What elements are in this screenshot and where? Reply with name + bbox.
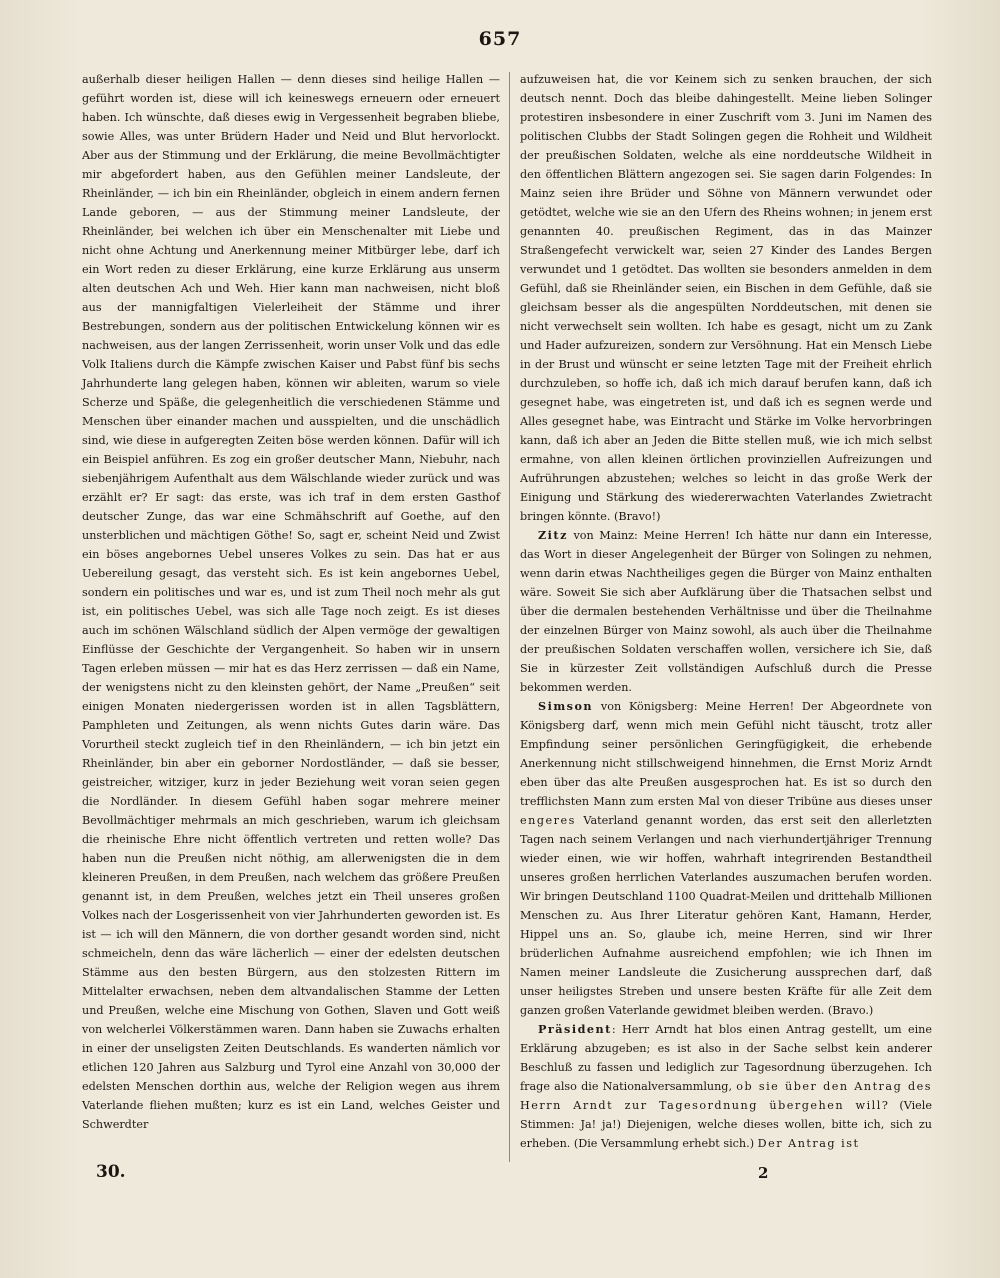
speaker-name-president: Präsident — [538, 1022, 612, 1036]
speech-text-president-a: : Herr Arndt hat blos einen Antrag gestellt, um eine Erklärung abzugeben; es ist also in der Sache selbst kein anderer Beschluß zu fassen und lediglich zur Tagesordnung überzugehen. Ich frage also die Nationalversammlung, — [520, 1023, 932, 1093]
spaced-tail: Der Antrag ist — [757, 1137, 860, 1150]
left-column-paragraph: außerhalb dieser heiligen Hallen — denn dieses sind heilige Hallen — geführt worden ist, diese will ich keineswegs erneuern oder erneuert haben. Ich wünschte, daß dieses ewig in Vergessenheit begraben bliebe, sowie Alles, was unter Brüdern Hader und Neid und Blut hervorlockt. Aber aus der Stimmung und der Erklärung, die meine Bevollmächtigter mir abgefordert haben, aus den Gefühlen meiner Landsleute, der Rheinländer, — ich bin ein Rheinländer, obgleich in einem andern fernen Lande geboren, — aus der Stimmung meiner Landsleute, der Rheinländer, bei welchen ich über ein Menschenalter mit Liebe und nicht ohne Achtung und Anerkennung meiner Mitbürger lebe, darf ich ein Wort reden zu dieser Erklärung, eine kurze Erklärung aus unserm alten deutschen Ach und Weh. Hier kann man nachweisen, nicht bloß aus der mannigfaltigen Vielerleiheit der Stämme und ihrer Bestrebungen, sondern aus der politischen Entwickelung können wir es nachweisen, aus der langen Zerrissenheit, worin unser Volk und das edle Volk Italiens durch die Kämpfe zwischen Kaiser und Pabst fünf bis sechs Jahrhunderte lang gelegen haben, können wir ableiten, warum so viele Scherze und Späße, die gelegenheitlich die verschiedenen Stämme und Menschen über einander machen und ausspielten, und die unschädlich sind, wie diese in aufgeregten Zeiten böse werden können. Dafür will ich ein Beispiel anführen. Es zog ein großer deutscher Mann, Niebuhr, nach siebenjährigem Aufenthalt aus dem Wälschlande wieder zurück und was erzählt er? Er sagt: das erste, was ich traf in dem ersten Gasthof deutscher Zunge, das war eine Schmähschrift auf Goethe, auf den unsterblichen und mächtigen Göthe! So, sagt er, scheint Neid und Zwist ein böses angebornes Uebel unseres Volkes zu sein. Das hat er aus Uebereilung gesagt, das versteht sich. Es ist kein angebornes Uebel, sondern ein politisches und war es, und ist zum Theil noch mehr als gut ist, ein politisches Uebel, was sich alle Tage noch zeigt. Es ist dieses auch im schönen Wälschland südlich der Alpen vermöge der gewaltigen Einflüsse der Geschichte der Vergangenheit. So haben wir in unsern Tagen erleben müssen — mir hat es das Herz zerrissen — daß ein Name, der wenigstens nicht zu den kleinsten gehört, der Name „Preußen“ seit einigen Monaten niedergerissen worden ist in allen Tagsblättern, Pamphleten und Zeitungen, als wenn nichts Gutes darin wäre. Das Vorurtheil steckt zugleich tief in den Rheinländern, — ich bin jetzt ein Rheinländer, bin aber ein geborner Nordostländer, — daß sie besser, geistreicher, witziger, kurz in jeder Beziehung weit voran seien gegen die Nordländer. In diesem Gefühl haben sogar mehrere meiner Bevollmächtiger mehrmals an mich geschrieben, warum ich gleichsam die rheinische Ehre nicht öffentlich vertreten und retten wolle? Das haben nun die Preußen nicht nöthig, am allerwenigsten die in dem kleineren Preußen, in dem Preußen, nach welchem das größere Preußen genannt ist, in dem Preußen, welches jetzt ein Theil unseres großen Volkes nach der Losgerissenheit von vier Jahrhunderten geworden ist. Es ist — ich will den Männern, die von dorther gesandt worden sind, nicht schmeicheln, denn das wäre lächerlich — einer der edelsten deutschen Stämme aus den besten Bürgern, aus den stolzesten Rittern im Mittelalter erwachsen, neben dem altvandalischen Stamme der Letten und Preußen, welche eine Mischung von Gothen, Slaven und Gott weiß von welcherlei Völkerstämmen waren. Dann haben sie Zuwachs erhalten in einer der unseligsten Zeiten Deutschlands. Es wanderten nämlich vor etlichen 120 Jahren aus Salzburg und Tyrol eine Anzahl von 30,000 der edelsten Menschen dorthin aus, welche der Religion wegen aus ihrem Vaterlande fliehen mußten; kurz es ist ein Land, welches Geister und Schwerdter — [82, 73, 500, 1131]
spaced-question: ob sie über den Antrag des Herrn Arndt zur Tagesordnung übergehen will? — [520, 1080, 932, 1112]
speech-simson — [520, 697, 932, 1020]
left-column — [82, 70, 500, 1134]
speech-text-president-b: (Viele Stimmen: Ja! ja!) Diejenigen, welche dieses wollen, bitte ich, sich zu erheben. (Die Versammlung erhebt sich.) — [520, 1099, 933, 1150]
speaker-name-zitz: Zitz — [538, 528, 568, 542]
page-number: 657 — [478, 28, 522, 50]
speech-text-simson-b: Vaterland genannt worden, das erst seit den allerletzten Tagen nach seinem Verlangen und nach vierhundertjähriger Trennung wieder einen, wie wir hoffen, wahrhaft integrirenden Bestandtheil unseres großen herrlichen Vaterlandes auszumachen berufen worden. Wir bringen Deutschland 1100 Quadrat-Meilen und drittehalb Millionen Menschen zu. Aus Ihrer Literatur gehören Kant, Hamann, Herder, Hippel uns an. So, glaube ich, meine Herren, sind wir Ihrer brüderlichen Aufnahme ausreichend empfohlen; wie ich Ihnen im Namen meiner Landsleute die Zusicherung aussprechen darf, daß unser heiligstes Streben und unsere besten Kräfte für alle Zeit dem ganzen großen Vaterlande gewidmet bleiben werden. (Bravo.) — [520, 814, 932, 1017]
speech-text-simson-a: von Königsberg: Meine Herren! Der Abgeordnete von Königsberg darf, wenn mich mein Gefühl nicht täuscht, trotz aller Empfindung seiner persönlichen Geringfügigkeit, die erhebende Anerkennung nicht stillschweigend hinnehmen, die Ernst Moriz Arndt eben über das alte Preußen ausgesprochen hat. Es ist so durch den trefflichsten Mann zum ersten Mal von dieser Tribüne aus dieses unser — [520, 700, 932, 808]
right-column — [520, 70, 932, 1153]
speech-text-zitz: von Mainz: Meine Herren! Ich hätte nur dann ein Interesse, das Wort in dieser Angelegenheit der Bürger von Solingen zu nehmen, wenn darin etwas Nachtheiliges gegen die Bürger von Mainz enthalten wäre. Soweit Sie sich aber Aufklärung über die Thatsachen selbst und über die dermalen bestehenden Verhältnisse und über die Theilnahme der einzelnen Bürger von Mainz sowohl, als auch über die Theilnahme der preußischen Soldaten verschaffen wollen, versichere ich Sie, daß Sie in kürzester Zeit vollständigen Aufschluß durch die Presse bekommen werden. — [520, 529, 932, 694]
signature-mark: 2 — [758, 1164, 769, 1182]
right-column-paragraph-arndt: aufzuweisen hat, die vor Keinem sich zu senken brauchen, der sich deutsch nennt. Doch das bleibe dahingestellt. Meine lieben Solinger protestiren insbesondere in einer Zuschrift vom 3. Juni im Namen des politischen Clubbs der Stadt Solingen gegen die Rohheit und Wildheit der preußischen Soldaten, welche als eine norddeutsche Wildheit in den öffentlichen Blättern angezogen sei. Sie sagen darin Folgendes: In Mainz seien ihre Brüder und Söhne von Männern verwundet oder getödtet, welche wie sie an den Ufern des Rheins wohnen; in jenem erst genannten 40. preußischen Regiment, das in das Mainzer Straßengefecht verwickelt war, seien 27 Kinder des Landes Bergen verwundet und 1 getödtet. Das wollten sie besonders anmelden in dem Gefühl, daß sie Rheinländer seien, ein Bischen in dem Gefühle, daß sie gleichsam besser als die angespülten Norddeutschen, mit denen sie nicht verwechselt sein wollten. Ich habe es gesagt, nicht um zu Zank und Hader aufzureizen, sondern zur Versöhnung. Hat ein Mensch Liebe in der Brust und wünscht er seine letzten Tage mit der Freiheit ehrlich durchzuleben, so hoffe ich, daß ich mich darauf berufen kann, daß ich gesegnet habe, was eingetreten ist, und daß ich es segnen werde und Alles gesegnet habe, was Eintracht und Stärke im Volke hervorbringen kann, daß ich aber an Jeden die Bitte stellen muß, wie ich mich selbst ermahne, von allen kleinen örtlichen provinziellen Aufreizungen und Aufrührungen abzustehen; welches so leicht in das große Werk der Einigung und Stärkung des wiedererwachten Vaterlandes Zwietracht bringen könnte. (Bravo!) — [520, 73, 932, 523]
sheet-number: 30. — [96, 1162, 126, 1182]
speaker-name-simson: Simson — [538, 699, 594, 713]
column-divider — [509, 72, 510, 1162]
speech-zitz — [520, 526, 932, 697]
speech-president — [520, 1020, 932, 1153]
spaced-word-engeres: engeres — [520, 814, 576, 827]
